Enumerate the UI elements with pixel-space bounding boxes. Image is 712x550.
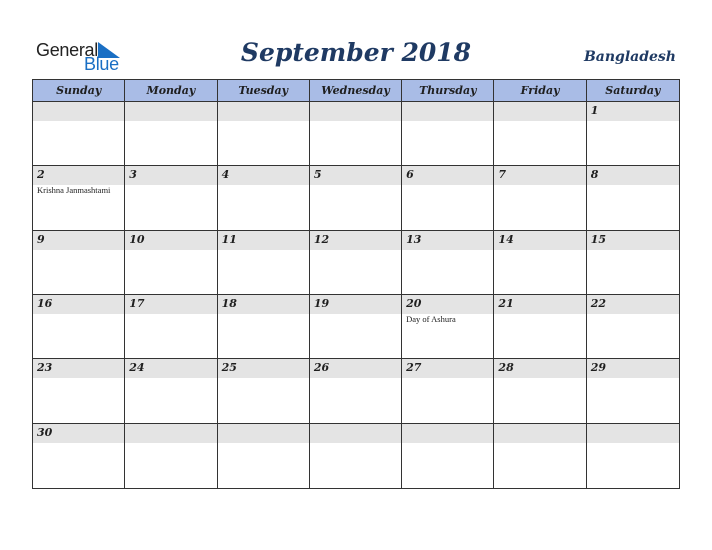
day-cell: [494, 359, 586, 423]
day-number: 12: [313, 232, 330, 246]
day-cell: [125, 102, 217, 166]
day-cell-band: [494, 424, 585, 443]
day-number: 25: [221, 361, 237, 375]
day-cell: [494, 166, 586, 230]
day-header-thursday: Thursday: [402, 80, 494, 102]
day-cell: [310, 102, 402, 166]
day-number: 21: [498, 297, 514, 310]
day-header-saturday: Saturday: [587, 80, 679, 102]
day-cell: [218, 231, 310, 295]
day-cell: [402, 295, 494, 359]
day-cell: [402, 102, 494, 166]
day-cell: [402, 359, 494, 423]
calendar-title: September 2018: [240, 38, 472, 67]
day-number: 13: [406, 232, 422, 246]
day-cell: [587, 231, 679, 295]
day-cell: [218, 295, 310, 359]
day-number: 17: [129, 297, 145, 310]
day-cell: [33, 359, 125, 423]
day-number: 6: [406, 168, 414, 182]
day-cell: [494, 102, 586, 166]
day-cell-band: [125, 102, 216, 121]
day-number: 27: [406, 361, 422, 375]
day-number: 10: [129, 232, 145, 246]
day-number: 5: [313, 168, 322, 182]
day-header-tuesday: Tuesday: [218, 80, 310, 102]
day-number: 4: [221, 168, 230, 182]
logo-word-blue: Blue: [84, 54, 119, 74]
day-cell: [218, 424, 310, 488]
day-header-friday: Friday: [494, 80, 586, 102]
day-cell: [33, 166, 125, 230]
day-cell-band: [125, 424, 216, 443]
day-cell-band: [33, 102, 124, 121]
day-cell-band: [33, 166, 124, 185]
day-cell-band: [402, 424, 493, 443]
day-cell-band: [310, 166, 401, 185]
day-cell-band: [310, 102, 401, 121]
day-number: 1: [590, 104, 599, 117]
day-number: 20: [406, 297, 422, 310]
day-cell-band: [587, 424, 679, 443]
day-cell: [125, 359, 217, 423]
day-cell: [33, 424, 125, 488]
day-cell: [125, 166, 217, 230]
day-number: 2: [37, 168, 45, 182]
day-number: 22: [590, 297, 607, 310]
logo-word-general: General: [36, 40, 98, 60]
day-cell-band: [587, 102, 679, 121]
calendar-grid: [32, 79, 680, 489]
holiday-label: Krishna Janmashtami: [37, 185, 111, 196]
day-cell: [33, 102, 125, 166]
day-cell: [218, 359, 310, 423]
day-cell: [587, 359, 679, 423]
day-cell: [402, 166, 494, 230]
day-cell: [587, 166, 679, 230]
generalblue-logo: [36, 40, 136, 74]
day-cell-band: [218, 102, 309, 121]
day-number: 24: [129, 361, 145, 375]
day-cell: [402, 424, 494, 488]
day-number: 18: [221, 297, 237, 310]
day-cell-band: [494, 166, 585, 185]
day-cell: [310, 295, 402, 359]
day-header-monday: Monday: [125, 80, 217, 102]
day-cell: [494, 231, 586, 295]
day-number: 7: [498, 168, 507, 182]
day-number: 3: [129, 168, 137, 182]
day-cell: [310, 424, 402, 488]
day-number: 9: [37, 232, 45, 246]
day-cell: [310, 231, 402, 295]
day-cell: [33, 231, 125, 295]
day-number: 29: [590, 361, 607, 375]
day-number: 8: [590, 168, 599, 182]
day-cell: [494, 295, 586, 359]
day-number: 15: [590, 232, 607, 246]
day-header-sunday: Sunday: [33, 80, 125, 102]
day-cell: [310, 166, 402, 230]
day-cell: [125, 295, 217, 359]
day-cell-band: [310, 424, 401, 443]
day-cell: [494, 424, 586, 488]
day-cell-band: [125, 166, 216, 185]
day-cell: [402, 231, 494, 295]
day-number: 30: [37, 425, 53, 439]
day-number: 11: [221, 232, 237, 246]
day-number: 26: [313, 361, 330, 375]
day-cell: [33, 295, 125, 359]
day-cell: [125, 231, 217, 295]
day-cell-band: [402, 102, 493, 121]
day-header-wednesday: Wednesday: [310, 80, 402, 102]
day-number: 23: [37, 361, 53, 375]
country-label: Bangladesh: [583, 49, 676, 65]
day-cell: [218, 166, 310, 230]
day-number: 28: [498, 361, 514, 375]
day-number: 16: [37, 297, 53, 310]
day-cell: [587, 102, 679, 166]
day-number: 19: [313, 297, 330, 310]
holiday-label: Day of Ashura: [406, 314, 456, 324]
day-cell-band: [218, 166, 309, 185]
day-cell: [125, 424, 217, 488]
day-cell-band: [33, 231, 124, 250]
day-cell: [587, 424, 679, 488]
day-cell: [310, 359, 402, 423]
day-cell-band: [218, 424, 309, 443]
day-cell: [218, 102, 310, 166]
day-cell-band: [494, 102, 585, 121]
day-cell-band: [402, 166, 493, 185]
day-number: 14: [498, 232, 514, 246]
day-cell: [587, 295, 679, 359]
day-cell-band: [587, 166, 679, 185]
